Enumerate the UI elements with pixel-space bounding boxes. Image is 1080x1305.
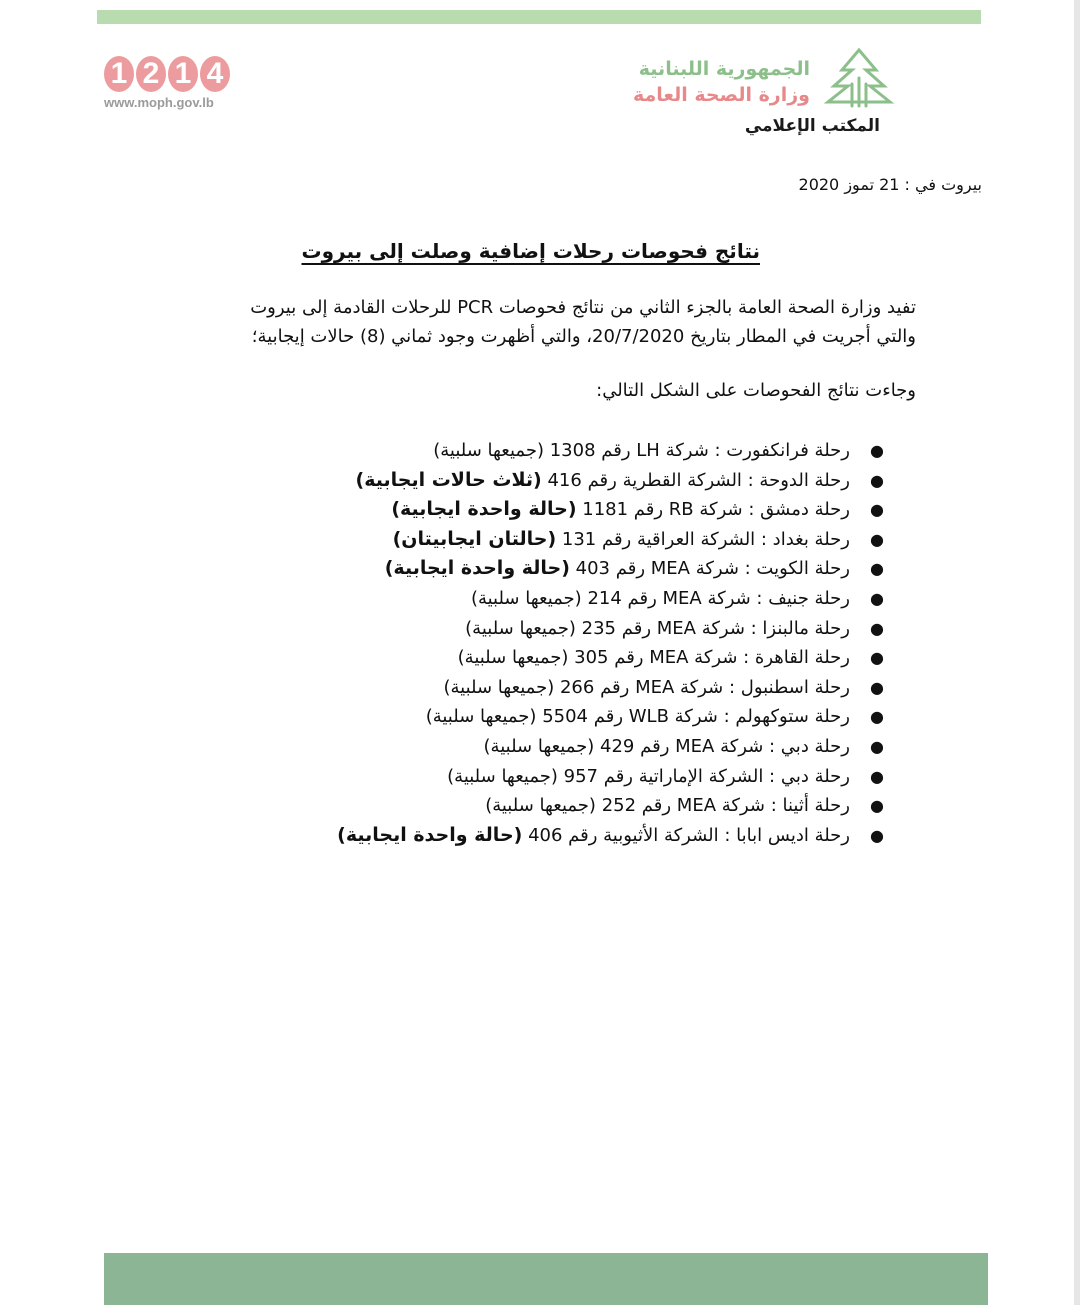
flight-item: [184, 466, 884, 496]
flight-item: [184, 762, 884, 792]
flight-results-list: [184, 436, 884, 850]
bullet-icon: ●: [870, 707, 884, 727]
flight-description: رحلة القاهرة : شركة MEA رقم 305: [574, 647, 850, 669]
flight-result: (حالة واحدة ايجابية): [384, 557, 570, 580]
flight-description: رحلة أثينا : شركة MEA رقم 252: [601, 795, 850, 817]
ministry-name: وزارة الصحة العامة: [632, 84, 810, 106]
cedar-hand-icon: [822, 44, 896, 114]
flight-item: [184, 525, 884, 555]
flight-item: [184, 673, 884, 703]
bullet-icon: ●: [870, 470, 884, 490]
hotline-logo: [104, 56, 230, 92]
bullet-icon: ●: [870, 677, 884, 697]
flight-item: [184, 614, 884, 644]
flight-description: رحلة دمشق : شركة RB رقم 1181: [582, 499, 850, 521]
bullet-icon: ●: [870, 766, 884, 786]
flight-description: رحلة الكويت : شركة MEA رقم 403: [575, 558, 850, 580]
flight-item: [184, 584, 884, 614]
ministry-header: [633, 58, 810, 106]
website-url: www.moph.gov.lb: [104, 95, 214, 110]
flight-result: (جميعها سلبية): [425, 706, 537, 728]
flight-result: (جميعها سلبية): [433, 440, 544, 461]
flight-description: رحلة دبي : الشركة الإماراتية رقم 957: [563, 765, 850, 787]
flight-description: رحلة بغداد : الشركة العراقية رقم 131: [561, 528, 850, 550]
press-office-label: المكتب الإعلامي: [744, 116, 880, 136]
bullet-icon: ●: [870, 736, 884, 756]
flight-result: (حالتان ايجابيتان): [392, 527, 557, 550]
top-accent-bar: [97, 10, 981, 24]
flight-result: (ثلاث حالات ايجابية): [355, 468, 542, 491]
bottom-accent-bar: [104, 1253, 988, 1305]
flight-description: رحلة اسطنبول : شركة MEA رقم 266: [559, 676, 850, 698]
flight-item: [184, 821, 884, 851]
flight-result: (جميعها سلبية): [457, 647, 569, 669]
bullet-icon: ●: [870, 648, 884, 668]
intro-line-3: وجاءت نتائج الفحوصات على الشكل التالي:: [596, 380, 916, 401]
flight-item: [184, 643, 884, 673]
hotline-digit: 4: [200, 56, 230, 92]
bullet-icon: ●: [870, 529, 884, 549]
bullet-icon: ●: [870, 618, 884, 638]
flight-result: (حالة واحدة ايجابية): [391, 498, 577, 521]
document-title: نتائج فحوصات رحلات إضافية وصلت إلى بيروت: [301, 239, 760, 263]
flight-result: (جميعها سلبية): [485, 795, 596, 817]
flight-item: [184, 436, 884, 466]
flight-item: [184, 495, 884, 525]
bullet-icon: ●: [870, 500, 884, 520]
bullet-icon: ●: [870, 825, 884, 845]
bullet-icon: ●: [870, 559, 884, 579]
flight-result: (جميعها سلبية): [447, 765, 558, 787]
flight-item: [184, 554, 884, 584]
bullet-icon: ●: [870, 588, 884, 608]
flight-item: [184, 702, 884, 732]
intro-line-2: والتي أجريت في المطار بتاريخ 20/7/2020، والتي أظهرت وجود ثماني (8) حالات إيجابية؛: [251, 326, 916, 347]
flight-description: رحلة ستوكهولم : شركة WLB رقم 5504: [542, 706, 850, 728]
flight-result: (جميعها سلبية): [465, 617, 576, 639]
bullet-icon: ●: [870, 796, 884, 816]
flight-description: رحلة اديس ابابا : الشركة الأثيوبية رقم 406: [528, 824, 850, 846]
flight-result: (جميعها سلبية): [443, 676, 555, 698]
flight-result: (حالة واحدة ايجابية): [337, 823, 523, 846]
hotline-digit: 2: [136, 56, 166, 92]
bullet-icon: ●: [870, 441, 884, 460]
page-edge: [1074, 0, 1080, 1305]
flight-description: رحلة جنيف : شركة MEA رقم 214: [587, 587, 850, 609]
document-date: بيروت في : 21 تموز 2020: [798, 175, 982, 194]
flight-description: رحلة دبي : شركة MEA رقم 429: [600, 735, 850, 757]
republic-name: الجمهورية اللبنانية: [638, 58, 810, 80]
flight-item: [184, 732, 884, 762]
flight-description: رحلة الدوحة : الشركة القطرية رقم 416: [547, 469, 850, 491]
hotline-digit: 1: [168, 56, 198, 92]
intro-line-1: تفيد وزارة الصحة العامة بالجزء الثاني من نتائج فحوصات PCR للرحلات القادمة إلى بيروت: [250, 297, 916, 318]
flight-result: (جميعها سلبية): [470, 587, 582, 609]
flight-description: رحلة فرانكفورت : شركة LH رقم 1308: [549, 440, 850, 461]
flight-item: [184, 791, 884, 821]
flight-description: رحلة مالبنزا : شركة MEA رقم 235: [581, 617, 850, 639]
flight-result: (جميعها سلبية): [483, 735, 595, 757]
hotline-digit: 1: [104, 56, 134, 92]
